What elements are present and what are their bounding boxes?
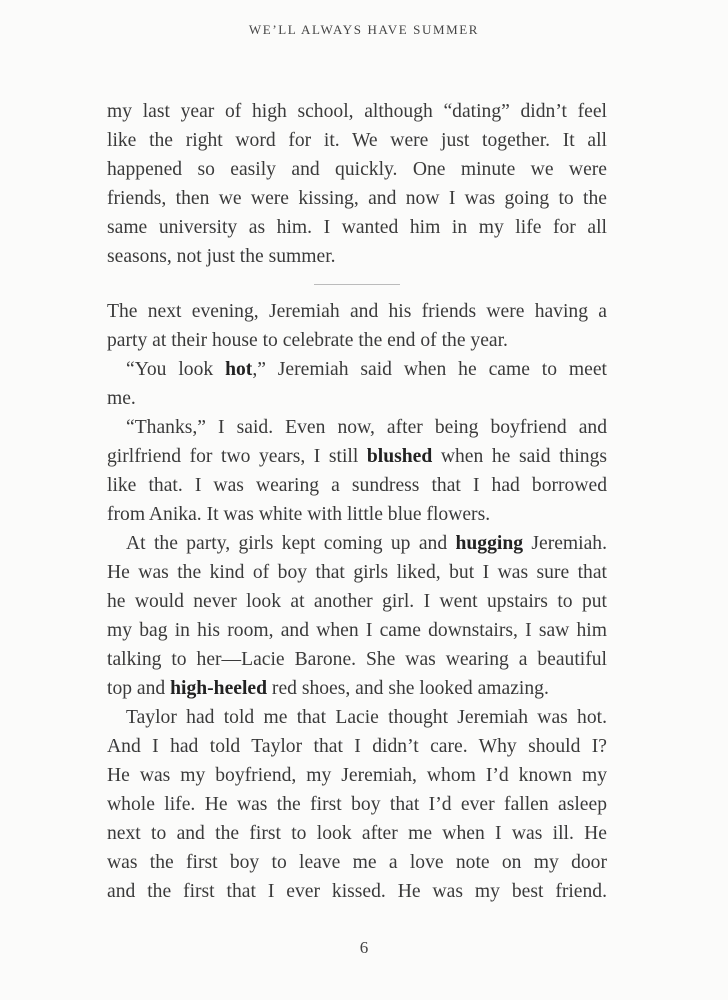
text-run: He was my boyfriend, my Jeremiah, whom I’d known my bbox=[107, 765, 607, 786]
text-run: girlfriend for two years, I still bbox=[107, 446, 367, 467]
section-break-rule bbox=[314, 284, 400, 285]
text-line bbox=[107, 703, 607, 732]
text-line bbox=[107, 848, 607, 877]
text-line bbox=[107, 355, 607, 384]
bold-word: blushed bbox=[366, 446, 433, 467]
text-run: “You look bbox=[126, 359, 226, 380]
text-run: my last year of high school, although “dating” didn’t feel bbox=[107, 101, 607, 122]
text-run: red shoes, and she looked amazing. bbox=[267, 678, 549, 699]
text-run: party at their house to celebrate the end of the year. bbox=[107, 330, 508, 351]
text-line bbox=[107, 155, 607, 184]
text-line bbox=[107, 790, 607, 819]
text-run: next to and the first to look after me when I was ill. He bbox=[107, 823, 607, 844]
text-run: friends, then we were kissing, and now I was going to the bbox=[107, 188, 607, 209]
text-line bbox=[107, 558, 607, 587]
text-run: was the first boy to leave me a love note on my door bbox=[107, 852, 607, 873]
text-run: when he said things bbox=[432, 446, 607, 467]
text-line bbox=[107, 184, 607, 213]
text-line bbox=[107, 732, 607, 761]
text-line bbox=[107, 126, 607, 155]
text-line bbox=[107, 529, 607, 558]
text-run: top and bbox=[107, 678, 171, 699]
text-line bbox=[107, 326, 607, 355]
page-number: 6 bbox=[359, 938, 369, 957]
text-run: whole life. He was the first boy that I’d ever fallen asleep bbox=[107, 794, 607, 815]
text-line bbox=[107, 213, 607, 242]
text-run: seasons, not just the summer. bbox=[107, 246, 336, 267]
running-header: WE’LL ALWAYS HAVE SUMMER bbox=[248, 22, 480, 37]
text-run: Taylor had told me that Lacie thought Jeremiah was hot. bbox=[126, 707, 607, 728]
text-line bbox=[107, 587, 607, 616]
text-line bbox=[107, 413, 607, 442]
text-run: He was the kind of boy that girls liked, but I was sure that bbox=[107, 562, 607, 583]
text-run: And I had told Taylor that I didn’t care. Why should I? bbox=[107, 736, 607, 757]
text-run: me. bbox=[107, 388, 136, 409]
text-line bbox=[107, 384, 607, 413]
text-run: ,” Jeremiah said when he came to meet bbox=[252, 359, 607, 380]
bold-word: high-heeled bbox=[170, 678, 268, 699]
text-line bbox=[107, 674, 607, 703]
text-line bbox=[107, 97, 607, 126]
text-line bbox=[107, 645, 607, 674]
text-section-1 bbox=[107, 97, 607, 271]
text-line bbox=[107, 242, 607, 271]
text-line bbox=[107, 877, 607, 906]
bold-word: hugging bbox=[455, 533, 524, 554]
text-run: he would never look at another girl. I went upstairs to put bbox=[107, 591, 607, 612]
text-run: from Anika. It was white with little blue flowers. bbox=[107, 504, 491, 525]
text-line bbox=[107, 500, 607, 529]
text-section-2 bbox=[107, 297, 607, 906]
text-run: like the right word for it. We were just together. It all bbox=[107, 130, 607, 151]
text-run: talking to her—Lacie Barone. She was wearing a beautiful bbox=[107, 649, 607, 670]
text-line bbox=[107, 297, 607, 326]
text-run: same university as him. I wanted him in my life for all bbox=[107, 217, 607, 238]
text-run: happened so easily and quickly. One minute we were bbox=[107, 159, 607, 180]
text-run: my bag in his room, and when I came downstairs, I saw him bbox=[107, 620, 607, 641]
text-line bbox=[107, 442, 607, 471]
text-run: Jeremiah. bbox=[523, 533, 607, 554]
text-run: At the party, girls kept coming up and bbox=[126, 533, 456, 554]
text-run: and the first that I ever kissed. He was my best friend. bbox=[107, 881, 607, 902]
text-line bbox=[107, 616, 607, 645]
text-run: “Thanks,” I said. Even now, after being boyfriend and bbox=[126, 417, 607, 438]
text-line bbox=[107, 471, 607, 500]
text-run: The next evening, Jeremiah and his friends were having a bbox=[107, 301, 607, 322]
text-line bbox=[107, 819, 607, 848]
text-line bbox=[107, 761, 607, 790]
page-body bbox=[107, 97, 607, 906]
text-run: like that. I was wearing a sundress that I had borrowed bbox=[107, 475, 607, 496]
bold-word: hot bbox=[225, 359, 253, 380]
